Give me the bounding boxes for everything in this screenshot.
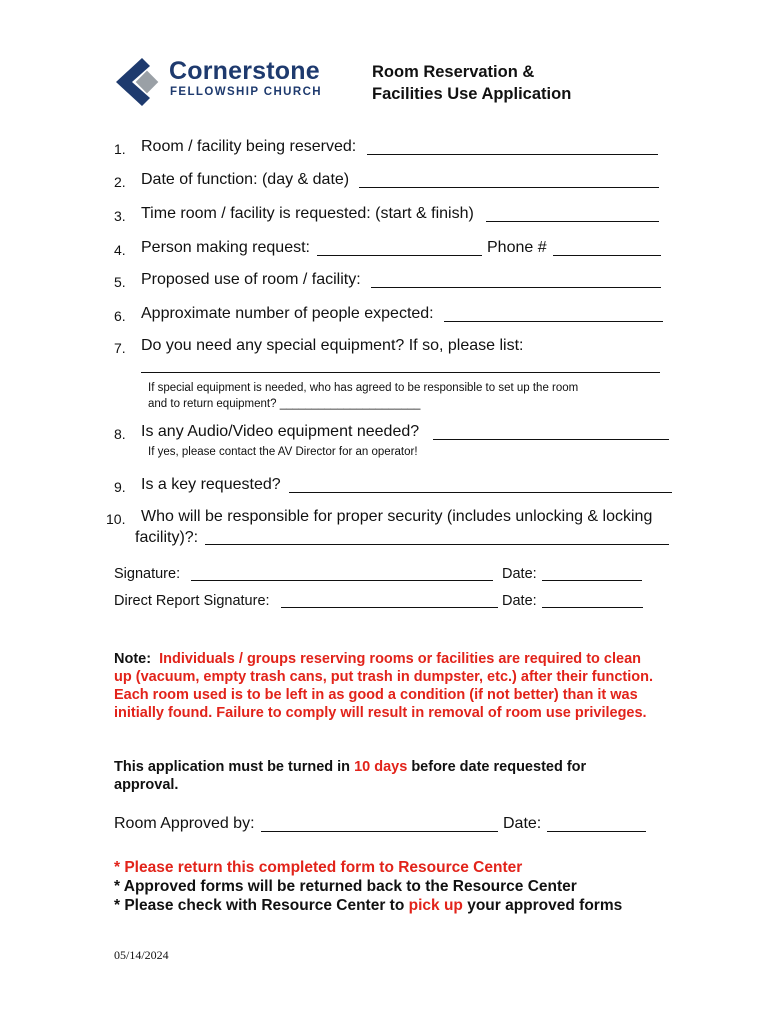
question-number: 3. [114,208,126,224]
direct-report-date-label: Date: [502,593,537,609]
direct-report-line[interactable] [281,607,498,608]
question-text: Proposed use of room / facility: [141,271,361,288]
note-text: Individuals / groups reserving rooms or facilities are required to clean up (vacuum, empty trash cans, put trash in dumpster, etc.) after their function. Each room used is to be left in as good a condition (if not better) than it was initially found. Failure to comply will result in removal of room use privileges. [114,651,654,721]
question-text: Is any Audio/Video equipment needed? [141,423,420,440]
answer-line[interactable] [317,255,482,256]
av-note: If yes, please contact the AV Director for an operator! [148,446,418,458]
org-name: Cornerstone [169,57,320,85]
question-text: Approximate number of people expected: [141,305,434,322]
instruction-return: * Please return this completed form to Resource Center [114,859,523,876]
approved-by-label: Room Approved by: [114,815,255,832]
question-number: 9. [114,479,126,495]
direct-report-date-line[interactable] [542,607,643,608]
question-number: 2. [114,174,126,190]
answer-line[interactable] [486,221,659,222]
answer-line[interactable] [444,321,663,322]
question-number: 6. [114,308,126,324]
question-text: Room / facility being reserved: [141,138,357,155]
answer-line[interactable] [371,287,661,288]
instruction-returned: * Approved forms will be returned back to the Resource Center [114,878,577,895]
signature-date-line[interactable] [542,580,642,581]
answer-line[interactable] [289,492,672,493]
deadline-text [114,758,634,794]
equipment-note: If special equipment is needed, who has agreed to be responsible to set up the room [148,382,579,394]
phone-answer-line[interactable] [553,255,661,256]
approval-date-label: Date: [503,815,542,832]
question-text: Who will be responsible for proper security (includes unlocking & locking [141,508,653,525]
cornerstone-logo-icon [112,56,172,108]
deadline-after: before date requested for approval. [114,759,587,793]
deadline-before: This application must be turned in [114,759,351,775]
question-number: 10. [106,511,126,527]
pickup-highlight: pick up [408,897,463,914]
cleanup-note [114,650,659,722]
signature-line[interactable] [191,580,493,581]
deadline-days: 10 days [354,759,408,775]
question-number: 8. [114,426,126,442]
phone-label: Phone # [487,239,547,256]
question-text: Person making request: [141,239,310,256]
question-number: 7. [114,340,126,356]
question-text-continued: facility)?: [135,529,199,546]
approval-date-line[interactable] [547,831,646,832]
pickup-before: * Please check with Resource Center to [114,897,405,914]
question-number: 5. [114,274,126,290]
revision-date: 05/14/2024 [114,948,169,962]
answer-line[interactable] [367,154,658,155]
pickup-after: your approved forms [467,897,623,914]
question-number: 4. [114,242,126,258]
answer-line[interactable] [359,187,659,188]
note-label: Note: [114,651,152,667]
signature-label: Signature: [114,566,181,582]
question-text: Is a key requested? [141,476,281,493]
org-subtitle: FELLOWSHIP CHURCH [170,86,323,98]
form-title-line2: Facilities Use Application [372,85,572,103]
instruction-pickup [114,897,622,915]
answer-line[interactable] [205,544,669,545]
answer-line[interactable] [141,372,660,373]
equipment-note-return: and to return equipment? ______________________ [148,398,421,410]
question-text: Do you need any special equipment? If so, please list: [141,337,524,354]
form-title-line1: Room Reservation & [372,63,535,81]
signature-date-label: Date: [502,566,537,582]
question-text: Time room / facility is requested: (start & finish) [141,205,474,222]
approved-by-line[interactable] [261,831,498,832]
direct-report-label: Direct Report Signature: [114,593,270,609]
question-number: 1. [114,141,126,157]
answer-line[interactable] [433,439,669,440]
question-text: Date of function: (day & date) [141,171,350,188]
